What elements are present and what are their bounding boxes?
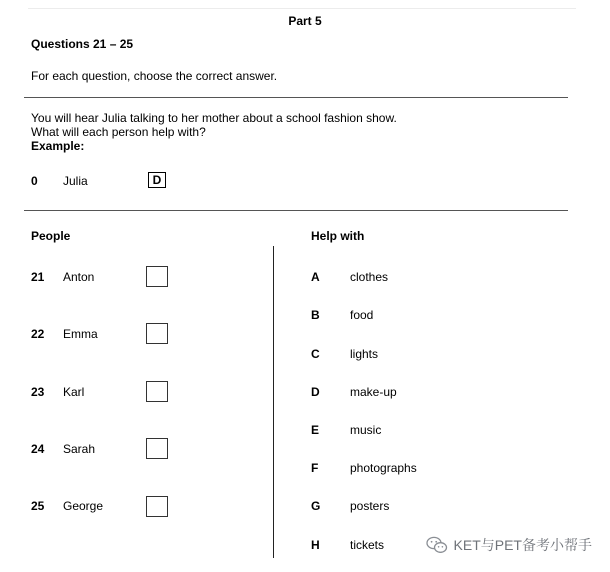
option-text-food: food	[350, 308, 374, 322]
example-name: Julia	[63, 174, 88, 188]
intro-line-2: What will each person help with?	[31, 125, 206, 139]
wechat-icon	[426, 536, 448, 554]
section-divider-bottom	[24, 210, 568, 211]
person-name-george: George	[63, 499, 104, 513]
option-text-make-up: make-up	[350, 385, 397, 399]
answer-box-25[interactable]	[146, 496, 168, 517]
option-letter-e: E	[311, 423, 320, 437]
watermark	[426, 535, 592, 555]
part-title: Part 5	[288, 14, 322, 28]
question-number-22: 22	[31, 327, 45, 341]
intro-line-1: You will hear Julia talking to her mother about a school fashion show.	[31, 111, 397, 125]
top-divider	[28, 8, 576, 9]
option-text-tickets: tickets	[350, 538, 385, 552]
question-number-23: 23	[31, 385, 45, 399]
people-heading: People	[31, 229, 71, 243]
questions-title: Questions 21 – 25	[31, 37, 134, 51]
option-letter-f: F	[311, 461, 319, 475]
answer-box-24[interactable]	[146, 438, 168, 459]
option-letter-a: A	[311, 270, 320, 284]
help-heading: Help with	[311, 229, 365, 243]
option-letter-c: C	[311, 347, 320, 361]
section-divider-top	[24, 97, 568, 98]
option-letter-d: D	[311, 385, 320, 399]
answer-box-21[interactable]	[146, 266, 168, 287]
answer-box-23[interactable]	[146, 381, 168, 402]
option-letter-h: H	[311, 538, 320, 552]
person-name-emma: Emma	[63, 327, 98, 341]
example-number: 0	[31, 174, 38, 188]
question-number-24: 24	[31, 442, 45, 456]
option-text-photographs: photographs	[350, 461, 417, 475]
question-number-25: 25	[31, 499, 45, 513]
instruction-text: For each question, choose the correct answer.	[31, 69, 278, 83]
example-answer-box: D	[148, 172, 166, 188]
person-name-sarah: Sarah	[63, 442, 96, 456]
watermark-text: KET与PET备考小帮手	[453, 537, 592, 553]
question-number-21: 21	[31, 270, 45, 284]
option-text-lights: lights	[350, 347, 379, 361]
answer-box-22[interactable]	[146, 323, 168, 344]
option-text-posters: posters	[350, 499, 390, 513]
option-letter-b: B	[311, 308, 320, 322]
person-name-karl: Karl	[63, 385, 85, 399]
option-letter-g: G	[311, 499, 321, 513]
person-name-anton: Anton	[63, 270, 95, 284]
column-divider	[273, 246, 274, 558]
example-label: Example:	[31, 139, 85, 153]
intro-text	[31, 111, 397, 139]
option-text-music: music	[350, 423, 382, 437]
option-text-clothes: clothes	[350, 270, 389, 284]
